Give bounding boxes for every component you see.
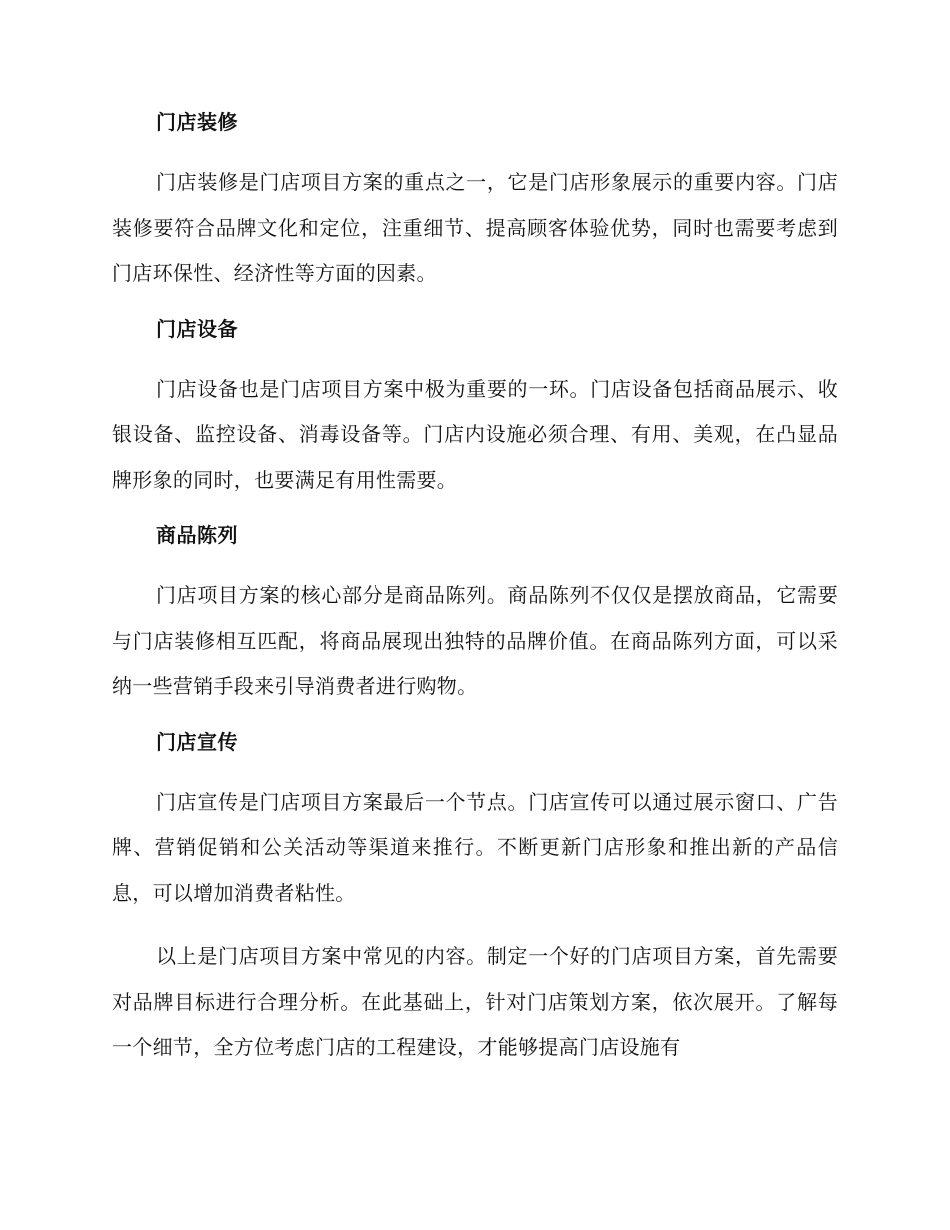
- section-heading: 门店装修: [156, 110, 238, 134]
- section-heading: 商品陈列: [156, 523, 238, 547]
- section-promotion: [112, 728, 838, 917]
- section-paragraph: 门店宣传是门店项目方案最后一个节点。门店宣传可以通过展示窗口、广告牌、营销促销和公关活动等渠道来推行。不断更新门店形象和推出新的产品信息，可以增加消费者粘性。: [112, 789, 838, 905]
- section-equipment: [112, 315, 838, 504]
- section-paragraph: 门店设备也是门店项目方案中极为重要的一环。门店设备包括商品展示、收银设备、监控设备、消毒设备等。门店内设施必须合理、有用、美观，在凸显品牌形象的同时，也要满足有用性需要。: [112, 376, 838, 492]
- section-heading: 门店设备: [156, 316, 238, 341]
- section-heading: 门店宣传: [156, 729, 238, 754]
- section-paragraph: 门店项目方案的核心部分是商品陈列。商品陈列不仅仅是摆放商品，它需要与门店装修相互匹配，将商品展现出独特的品牌价值。在商品陈列方面，可以采纳一些营销手段来引导消费者进行购物。: [112, 583, 838, 698]
- section-merchandise-display: [112, 521, 838, 710]
- section-decoration: [112, 108, 838, 297]
- section-paragraph: 门店装修是门店项目方案的重点之一，它是门店形象展示的重要内容。门店装修要符合品牌文化和定位，注重细节、提高顾客体验优势，同时也需要考虑到门店环保性、经济性等方面的因素。: [112, 170, 838, 285]
- closing-paragraph: 以上是门店项目方案中常见的内容。制定一个好的门店项目方案，首先需要对品牌目标进行合理分析。在此基础上，针对门店策划方案，依次展开。了解每一个细节，全方位考虑门店的工程建设，才能够提高门店设施有: [112, 944, 838, 1059]
